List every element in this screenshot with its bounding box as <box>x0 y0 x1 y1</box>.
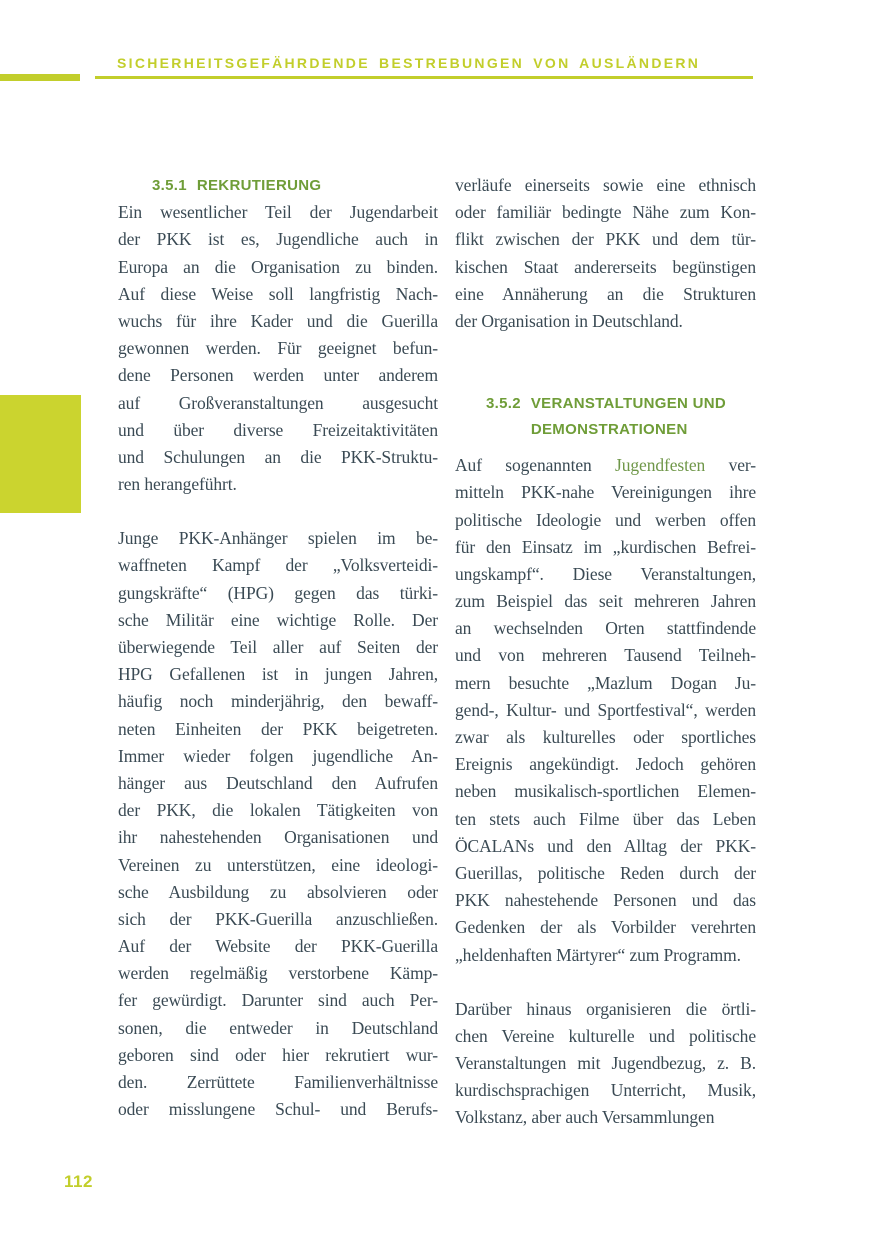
text-line: ungskampf“. Diese Veranstaltungen, <box>455 563 756 584</box>
text-line: Auf sogenannten Jugendfesten ver- <box>455 455 756 476</box>
section-heading <box>118 172 438 199</box>
text-line: und über diverse Freizeitaktivitäten <box>118 419 438 440</box>
text-line: Auf der Website der PKK-Guerilla <box>118 936 438 957</box>
text-line: waffneten Kampf der „Volksverteidi- <box>118 555 438 576</box>
paragraph <box>455 996 756 1132</box>
text-line: ren herangeführt. <box>118 474 237 495</box>
section-label: VERANSTALTUNGEN UND DEMONSTRATIONEN <box>530 395 727 439</box>
text-line: gewonnen werden. Für geeignet befun- <box>118 338 438 359</box>
text-line: kurdischsprachigen Unterricht, Musik, <box>455 1080 756 1101</box>
header-rule <box>95 76 753 79</box>
text-line: mitteln PKK-nahe Vereinigungen ihre <box>455 482 756 503</box>
text-line: kischen Staat andererseits begünstigen <box>455 256 756 277</box>
text-line: verläufe einerseits sowie eine ethnisch <box>455 175 756 195</box>
text-line: der Organisation in Deutschland. <box>455 310 683 331</box>
text-line: Darüber hinaus organisieren die örtli- <box>455 998 756 1019</box>
page-number: 112 <box>64 1172 93 1191</box>
text-line: sich der PKK-Guerilla anzuschließen. <box>118 908 438 929</box>
section-number: 3.5.2 <box>486 395 521 413</box>
text-line: Guerillas, politische Reden durch der <box>455 862 756 883</box>
text-line: oder misslungene Schul- und Berufs- <box>118 1099 438 1120</box>
text-line: der PKK, die lokalen Tätigkeiten von <box>118 800 438 821</box>
paragraph-spacer <box>455 335 756 391</box>
text-line: Europa an die Organisation zu binden. <box>118 256 438 277</box>
text-line: Junge PKK-Anhänger spielen im be- <box>118 528 438 549</box>
section-heading <box>455 391 756 443</box>
text-line: an wechselnden Orten stattfindende <box>455 618 756 639</box>
text-line: werden regelmäßig verstorbene Kämp- <box>118 963 438 984</box>
text-line: neten Einheiten der PKK beigetreten. <box>118 718 438 739</box>
text-line: Auf diese Weise soll langfristig Nach- <box>118 283 438 304</box>
text-line: sonen, die entweder in Deutschland <box>118 1017 438 1038</box>
text-line: Gedenken der als Vorbilder verehrten <box>455 917 756 938</box>
text-line: häufig noch minderjährig, den bewaff- <box>118 691 438 712</box>
text-line: Vereinen zu unterstützen, eine ideologi- <box>118 854 438 875</box>
paragraph-spacer <box>455 969 756 996</box>
text-line: dene Personen werden unter anderem <box>118 365 438 386</box>
section-number: 3.5.1 <box>152 177 187 194</box>
text-line: sche Ausbildung zu absolvieren oder <box>118 881 438 902</box>
text-column-left <box>118 172 438 1123</box>
paragraph <box>118 525 438 1123</box>
text-line: politische Ideologie und werben offen <box>455 509 756 530</box>
text-line: der PKK ist es, Jugendliche auch in <box>118 229 438 250</box>
text-line: Ein wesentlicher Teil der Jugendarbeit <box>118 202 438 223</box>
text-line: wuchs für ihre Kader und die Guerilla <box>118 310 438 331</box>
text-line: ÖCALANs und den Alltag der PKK- <box>455 835 756 856</box>
header-accent-bar <box>0 74 80 81</box>
text-line: chen Vereine kulturelle und politische <box>455 1025 756 1046</box>
text-line: flikt zwischen der PKK und dem tür- <box>455 229 756 250</box>
paragraph <box>118 199 438 498</box>
text-line: gend-, Kultur- und Sportfestival“, werden <box>455 699 756 720</box>
text-line: und Schulungen an die PKK-Struktu- <box>118 446 438 467</box>
text-line: „heldenhaften Märtyrer“ zum Programm. <box>455 944 741 965</box>
text-line: Ereignis angekündigt. Jedoch gehören <box>455 754 756 775</box>
running-header-title: SICHERHEITSGEFÄHRDENDE BESTREBUNGEN VON AUSLÄNDERN <box>117 55 701 71</box>
paragraph-spacer <box>118 498 438 525</box>
text-line: hänger aus Deutschland den Aufrufen <box>118 772 438 793</box>
text-column-right <box>455 172 756 1132</box>
text-line: zum Beispiel das seit mehreren Jahren <box>455 591 756 612</box>
text-line: Volkstanz, aber auch Versammlungen <box>455 1107 715 1128</box>
text-line: oder familiär bedingte Nähe zum Kon- <box>455 202 756 223</box>
text-line: ihr nahestehenden Organisationen und <box>118 827 438 848</box>
text-line: mern besuchte „Mazlum Dogan Ju- <box>455 672 756 693</box>
paragraph <box>455 452 756 969</box>
text-line: für den Einsatz im „kurdischen Befrei- <box>455 536 756 557</box>
section-label: REKRUTIERUNG <box>196 177 322 194</box>
text-line: HPG Gefallenen ist in jungen Jahren, <box>118 664 438 685</box>
highlighted-term: Jugendfesten <box>615 455 706 476</box>
text-line: geboren sind oder hier rekrutiert wur- <box>118 1044 438 1065</box>
text-line: überwiegende Teil aller auf Seiten der <box>118 637 438 657</box>
text-line: auf Großveranstaltungen ausgesucht <box>118 392 438 413</box>
paragraph <box>455 172 756 335</box>
text-line: PKK nahestehende Personen und das <box>455 890 756 911</box>
text-line: eine Annäherung an die Strukturen <box>455 283 756 304</box>
text-line: Immer wieder folgen jugendliche An- <box>118 745 438 766</box>
text-line: Veranstaltungen mit Jugendbezug, z. B. <box>455 1053 756 1074</box>
text-line: gungskräfte“ (HPG) gegen das türki- <box>118 582 438 603</box>
text-line: neben musikalisch-sportlichen Elemen- <box>455 781 756 802</box>
text-line: zwar als kulturelles oder sportliches <box>455 727 756 747</box>
text-line: sche Militär eine wichtige Rolle. Der <box>118 609 438 630</box>
text-line: fer gewürdigt. Darunter sind auch Per- <box>118 990 438 1011</box>
text-line: den. Zerrüttete Familienverhältnisse <box>118 1072 438 1092</box>
margin-accent-block <box>0 395 81 513</box>
text-line: ten stets auch Filme über das Leben <box>455 808 756 829</box>
text-line: und von mehreren Tausend Teilneh- <box>455 645 756 666</box>
